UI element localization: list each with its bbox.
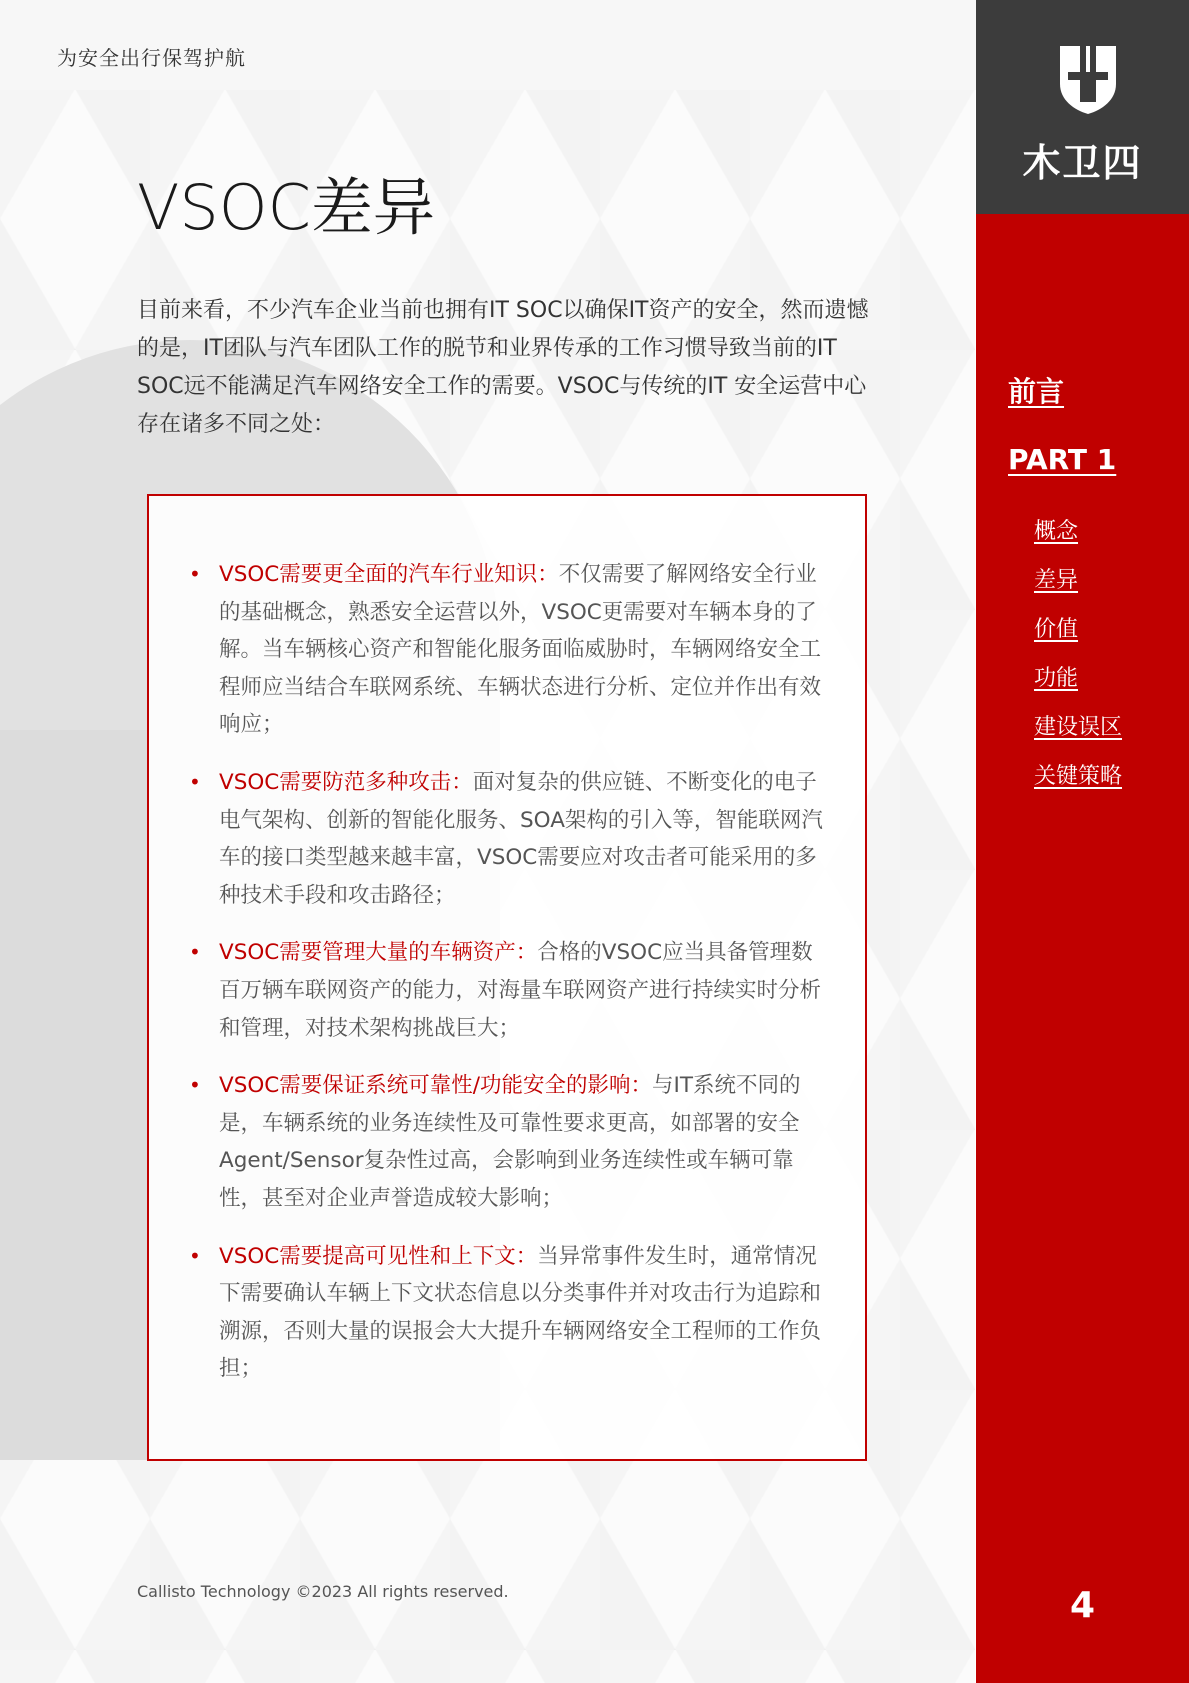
bullet-body: 合格的VSOC应当具备管理数百万辆车联网资产的能力，对海量车联网资产进行持续实时分析和管理，对技术架构挑战巨大； — [219, 940, 822, 1041]
nav-key-strategies[interactable]: 关键策略 — [1034, 764, 1123, 789]
nav-misconceptions[interactable]: 建设误区 — [1034, 715, 1123, 740]
list-item — [189, 1067, 829, 1217]
shield-logo-icon — [1058, 44, 1118, 116]
bullet-icon: • — [189, 1073, 201, 1098]
intro-paragraph: 目前来看，不少汽车企业当前也拥有IT SOC以确保IT资产的安全，然而遗憾的是，IT团队与汽车团队工作的脱节和业界传承的工作习惯导致当前的IT SOC远不能满足汽车网络安全工作的需要。VSOC与传统的IT 安全运营中心存在诸多不同之处： — [137, 298, 869, 437]
bullet-heading: VSOC需要管理大量的车辆资产： — [219, 940, 538, 966]
nav-differences[interactable]: 差异 — [1034, 568, 1079, 593]
nav-part-1[interactable]: PART 1 — [1008, 443, 1117, 476]
list-item — [189, 934, 829, 1047]
nav-preface[interactable]: 前言 — [1008, 375, 1065, 408]
nav-functions[interactable]: 功能 — [1034, 666, 1079, 691]
header-tagline: 为安全出行保驾护航 — [57, 46, 246, 70]
bullet-heading: VSOC需要防范多种攻击： — [219, 769, 473, 795]
bullet-icon: • — [189, 940, 201, 965]
differences-list — [189, 556, 829, 1408]
differences-box — [147, 494, 867, 1461]
bullet-icon: • — [189, 562, 201, 586]
bullet-body: 与IT系统不同的是，车辆系统的业务连续性及可靠性要求更高，如部署的安全Agent/Sensor复杂性过高，会影响到业务连续性或车辆可靠性，甚至对企业声誉造成较大影响； — [219, 1073, 801, 1211]
nav-concept[interactable]: 概念 — [1034, 519, 1079, 544]
list-item — [189, 1238, 829, 1388]
bullet-heading: VSOC需要更全面的汽车行业知识： — [219, 562, 559, 587]
header-bar — [0, 0, 976, 90]
bullet-icon: • — [189, 769, 201, 794]
logo-wordmark: 木卫四 — [1022, 141, 1143, 185]
bullet-icon: • — [189, 1243, 201, 1268]
bullet-body: 面对复杂的供应链、不断变化的电子电气架构、创新的智能化服务、SOA架构的引入等，智能联网汽车的接口类型越来越丰富，VSOC需要应对攻击者可能采用的多种技术手段和攻击路径； — [219, 769, 823, 908]
list-item — [189, 556, 829, 744]
page-number: 4 — [1069, 1585, 1096, 1626]
bullet-heading: VSOC需要保证系统可靠性/功能安全的影响： — [219, 1073, 653, 1099]
bullet-body: 当异常事件发生时，通常情况下需要确认车辆上下文状态信息以分类事件并对攻击行为追踪和溯源，否则大量的误报会大大提升车辆网络安全工程师的工作负担； — [219, 1243, 822, 1382]
background-shape-lower — [0, 730, 150, 1460]
footer-copyright: Callisto Technology ©2023 All rights reserved. — [137, 1582, 509, 1601]
page-title: VSOC差异 — [137, 171, 435, 244]
bullet-body: 不仅需要了解网络安全行业的基础概念，熟悉安全运营以外，VSOC更需要对车辆本身的了解。当车辆核心资产和智能化服务面临威胁时，车辆网络安全工程师应当结合车联网系统、车辆状态进行分析、定位并作出有效响应； — [219, 562, 822, 738]
sidebar-nav — [976, 214, 1189, 1683]
bullet-heading: VSOC需要提高可见性和上下文： — [219, 1243, 538, 1269]
list-item — [189, 764, 829, 914]
nav-value[interactable]: 价值 — [1034, 617, 1079, 642]
